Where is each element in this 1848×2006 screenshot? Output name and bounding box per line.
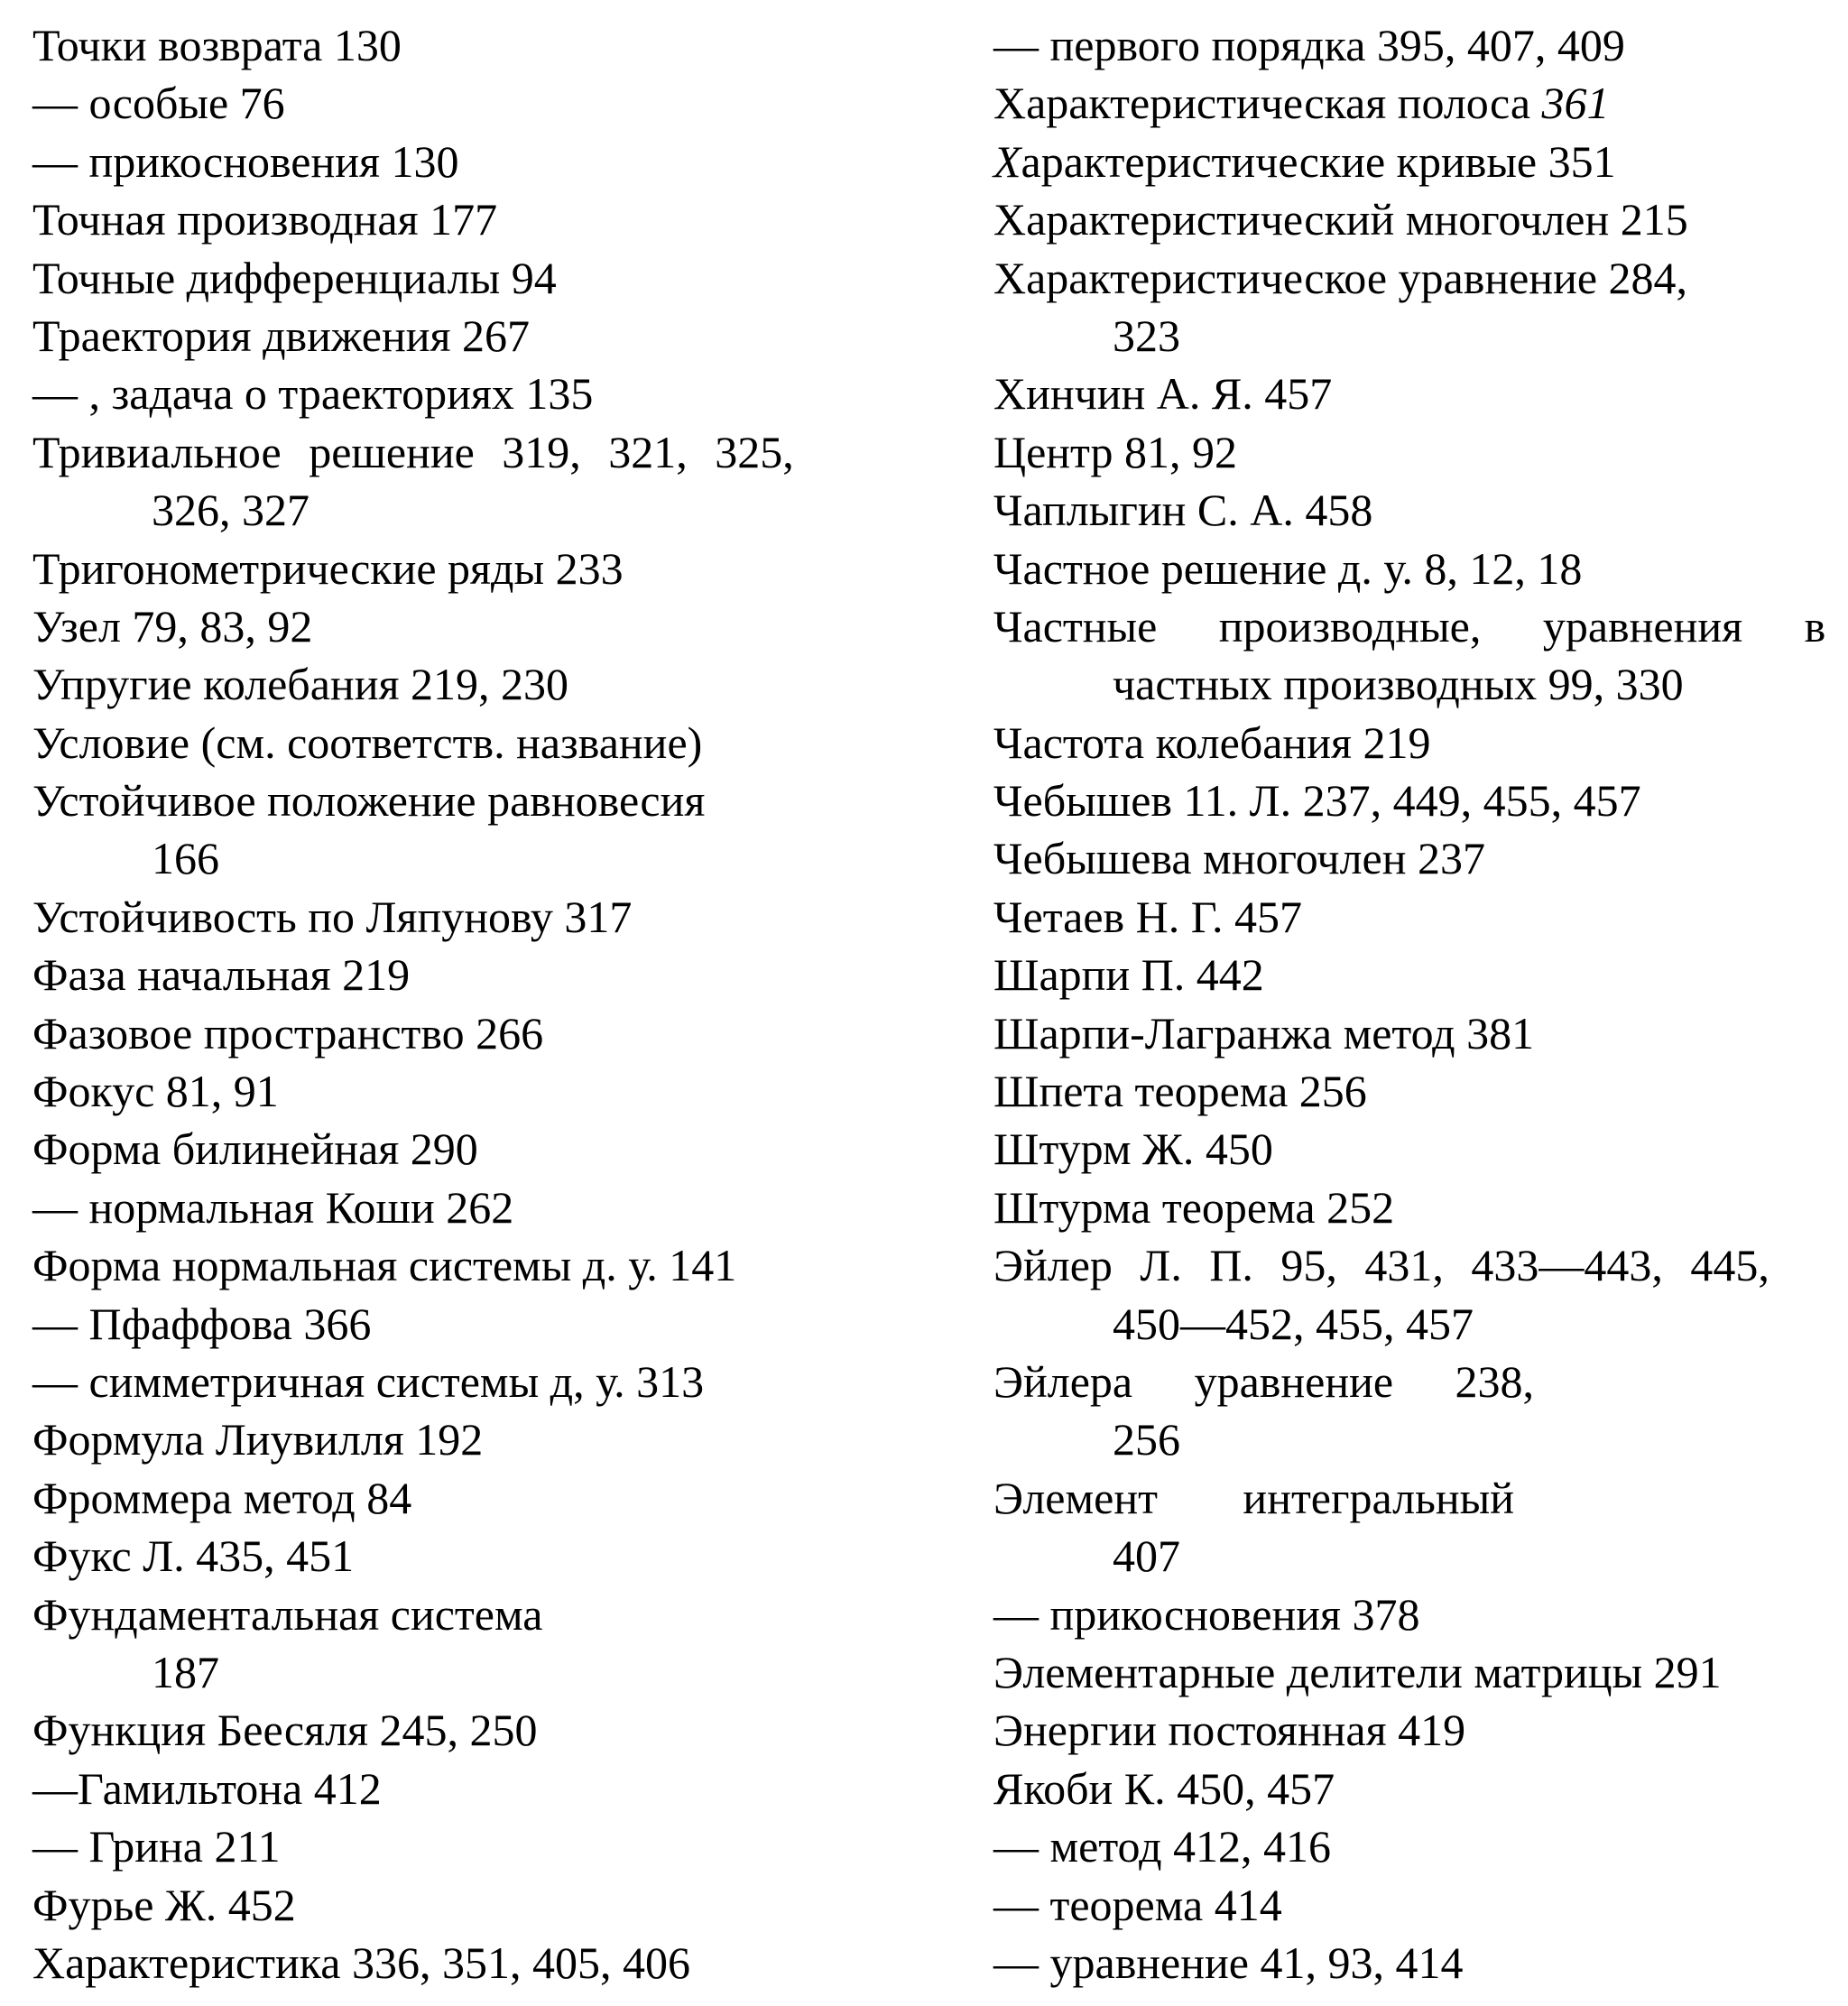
index-entry: Чебышев 11. Л. 237, 449, 455, 457 bbox=[993, 775, 1641, 827]
index-entry: Фазовое пространство 266 bbox=[32, 1007, 544, 1058]
index-entry: Частное решение д. у. 8, 12, 18 bbox=[993, 542, 1583, 594]
index-entry: Центр 81, 92 bbox=[993, 426, 1238, 477]
index-entry-continuation: 166 bbox=[152, 833, 219, 884]
index-entry-continuation: 187 bbox=[152, 1646, 219, 1697]
index-entry: Условие (см. соответств. название) bbox=[32, 716, 703, 768]
index-subentry: — прикосновения 378 bbox=[993, 1588, 1420, 1640]
index-subentry: — нормальная Коши 262 bbox=[32, 1181, 514, 1233]
index-entry: Фундаментальная система bbox=[32, 1588, 543, 1640]
index-entry: Хинчин А. Я. 457 bbox=[993, 368, 1333, 420]
index-entry-continuation: 407 bbox=[1113, 1530, 1180, 1582]
index-entry: Фокус 81, 91 bbox=[32, 1066, 279, 1117]
index-column-left bbox=[32, 16, 863, 1992]
index-subentry: — Пфаффова 366 bbox=[32, 1298, 372, 1349]
index-entry: Точные дифференциалы 94 bbox=[32, 252, 557, 303]
index-entry: Узел 79, 83, 92 bbox=[32, 600, 313, 652]
index-entry-continuation: 450—452, 455, 457 bbox=[1113, 1298, 1474, 1349]
index-subentry: — уравнение 41, 93, 414 bbox=[993, 1937, 1464, 1988]
index-entry: Штурма теорема 252 bbox=[993, 1181, 1395, 1233]
index-entry: Штурм Ж. 450 bbox=[993, 1123, 1273, 1175]
index-entry: Точки возврата 130 bbox=[32, 20, 402, 70]
index-entry: Фроммера метод 84 bbox=[32, 1472, 412, 1523]
index-subentry: — симметричная системы д, у. 313 bbox=[32, 1355, 705, 1407]
index-entry-continuation: 256 bbox=[1113, 1414, 1180, 1465]
index-entry: Характеристический многочлен 215 bbox=[993, 194, 1688, 245]
index-subentry: — прикосновения 130 bbox=[32, 135, 459, 187]
index-entry: Чаплыгин С. А. 458 bbox=[993, 485, 1373, 536]
index-entry bbox=[993, 74, 1815, 132]
index-entry-continuation: 326, 327 bbox=[152, 485, 310, 536]
index-entry: Фурье Ж. 452 bbox=[32, 1879, 296, 1930]
index-entry: Функция Беесяля 245, 250 bbox=[32, 1705, 538, 1756]
index-entry: Формула Лиувилля 192 bbox=[32, 1414, 484, 1465]
index-subentry: — особые 76 bbox=[32, 78, 285, 129]
entry-initial-italic: Х bbox=[993, 135, 1021, 187]
index-entry-continuation: 323 bbox=[1113, 310, 1180, 361]
entry-text: арактеристические кривые 351 bbox=[1021, 135, 1616, 187]
index-entry-continuation: частных производных 99, 330 bbox=[1113, 659, 1684, 710]
index-entry bbox=[993, 133, 1815, 190]
index-entry: Траектория движения 267 bbox=[32, 310, 531, 361]
index-entry: Фукс Л. 435, 451 bbox=[32, 1530, 355, 1582]
index-entry: Элемент интегральный bbox=[993, 1472, 1514, 1523]
index-subentry: — метод 412, 416 bbox=[993, 1821, 1332, 1872]
index-entry: Упругие колебания 219, 230 bbox=[32, 659, 568, 710]
index-entry: Устойчивость по Ляпунову 317 bbox=[32, 891, 633, 942]
entry-text: Характеристическая полоса bbox=[993, 78, 1542, 129]
index-entry: Эйлера уравнение 238, bbox=[993, 1355, 1535, 1407]
index-entry: Тригонометрические ряды 233 bbox=[32, 542, 624, 594]
index-entry: Частные производные, уравнения в bbox=[993, 600, 1826, 652]
index-entry: Характеристическое уравнение 284, bbox=[993, 252, 1688, 303]
index-entry: Четаев Н. Г. 457 bbox=[993, 891, 1303, 942]
index-entry: Тривиальное решение 319, 321, 325, bbox=[32, 426, 794, 477]
index-entry: Устойчивое положение равновесия bbox=[32, 775, 706, 827]
index-entry: Эйлер Л. П. 95, 431, 433—443, 445, bbox=[993, 1240, 1769, 1291]
index-entry: Фаза начальная 219 bbox=[32, 949, 411, 1001]
index-entry: Форма нормальная системы д. у. 141 bbox=[32, 1240, 737, 1291]
index-entry: Характеристика 336, 351, 405, 406 bbox=[32, 1937, 690, 1988]
index-entry: Частота колебания 219 bbox=[993, 716, 1431, 768]
index-column-right bbox=[993, 16, 1826, 1992]
index-entry: Энергии постоянная 419 bbox=[993, 1705, 1466, 1756]
index-entry: Шарпи-Лагранжа метод 381 bbox=[993, 1007, 1535, 1058]
index-entry: Точная производная 177 bbox=[32, 194, 498, 245]
index-entry: Элементарные делители матрицы 291 bbox=[993, 1646, 1722, 1697]
index-entry: Шпета теорема 256 bbox=[993, 1066, 1367, 1117]
index-subentry: — теорема 414 bbox=[993, 1879, 1282, 1930]
index-entry: Шарпи П. 442 bbox=[993, 949, 1264, 1001]
index-subentry: — Грина 211 bbox=[32, 1821, 281, 1872]
index-subentry: —Гамильтона 412 bbox=[32, 1762, 382, 1814]
index-entry: Форма билинейная 290 bbox=[32, 1123, 478, 1175]
entry-page-italic: 361 bbox=[1541, 78, 1610, 129]
index-subentry: — , задача о траекториях 135 bbox=[32, 368, 594, 420]
index-subentry: — первого порядка 395, 407, 409 bbox=[993, 20, 1625, 70]
index-entry: Якоби К. 450, 457 bbox=[993, 1762, 1335, 1814]
index-entry: Чебышева многочлен 237 bbox=[993, 833, 1485, 884]
